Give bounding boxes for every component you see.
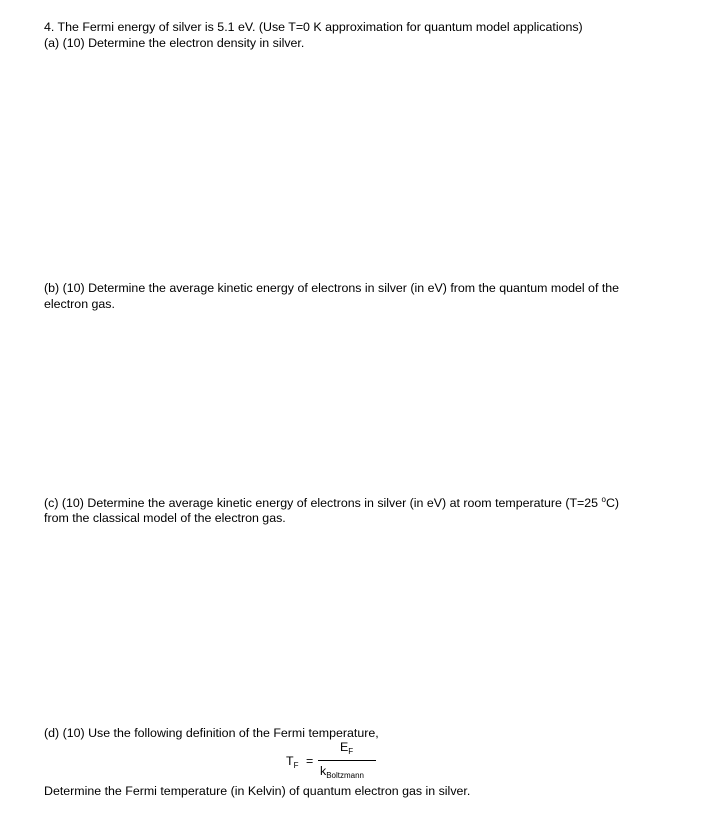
- part-c-text-main: (c) (10) Determine the average kinetic energy of electrons in silver (in eV) at room temperature (T=25: [44, 496, 602, 510]
- formula-lhs-symbol: T: [286, 754, 294, 768]
- formula-equals: =: [306, 754, 314, 768]
- part-c-text-line2: from the classical model of the electron gas.: [44, 511, 286, 525]
- formula-denominator: [320, 764, 364, 778]
- part-d-text-line2: Determine the Fermi temperature (in Kelvin) of quantum electron gas in silver.: [44, 784, 471, 798]
- degree-symbol: o: [601, 495, 606, 504]
- question-header: 4. The Fermi energy of silver is 5.1 eV. (Use T=0 K approximation for quantum model applications): [44, 20, 583, 34]
- part-b-text-line2: electron gas.: [44, 297, 115, 311]
- formula-lhs-subscript: F: [293, 761, 299, 770]
- part-c-text-unit: C): [605, 496, 620, 510]
- part-a-text: (a) (10) Determine the electron density in silver.: [44, 36, 305, 50]
- formula-denominator-subscript: Boltzmann: [326, 771, 364, 780]
- formula-denominator-symbol: k: [320, 764, 327, 778]
- formula-numerator: [340, 740, 353, 754]
- formula-numerator-subscript: F: [348, 747, 354, 756]
- fermi-temperature-formula: [284, 738, 384, 784]
- fraction-bar: [318, 760, 376, 761]
- part-b-text-line1: (b) (10) Determine the average kinetic energy of electrons in silver (in eV) from the quantum model of the: [44, 281, 620, 295]
- formula-numerator-symbol: E: [340, 740, 349, 754]
- part-c-text-line1: [44, 496, 619, 511]
- formula-lhs: [286, 754, 298, 768]
- part-d-text-line1: (d) (10) Use the following definition of the Fermi temperature,: [44, 726, 379, 740]
